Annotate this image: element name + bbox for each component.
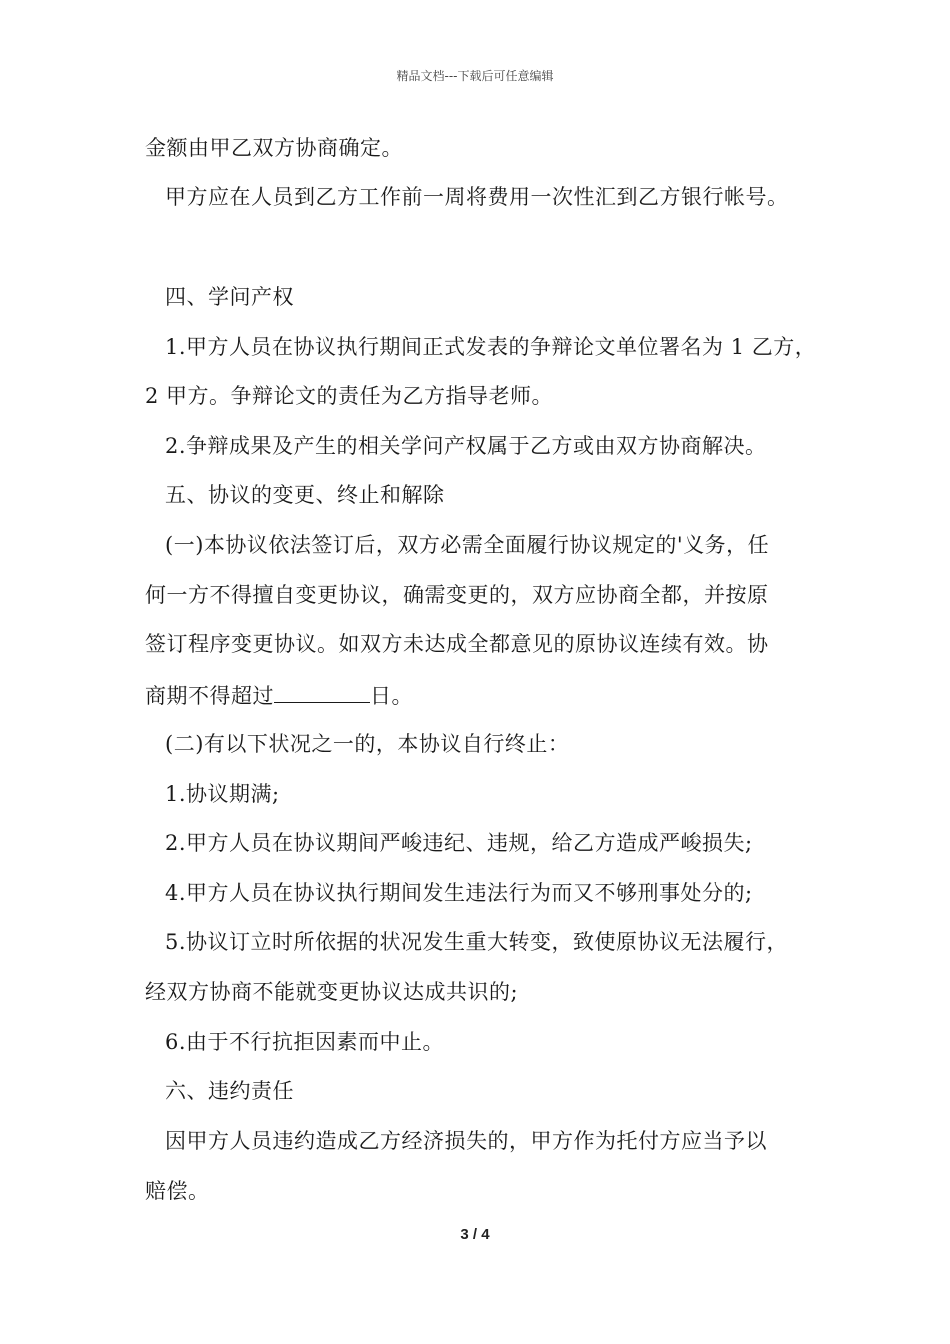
paragraph-line: (一)本协议依法签订后，双方必需全面履行协议规定的'义务，任 — [165, 533, 770, 557]
paragraph-line: 甲方应在人员到乙方工作前一周将费用一次性汇到乙方银行帐号。 — [165, 185, 789, 209]
page-number: 3 / 4 — [460, 1226, 490, 1243]
paragraph-line: 金额由甲乙双方协商确定。 — [145, 136, 403, 160]
list-item: 6.由于不行抗拒因素而中止。 — [165, 1030, 445, 1054]
paragraph-line: 1.甲方人员在协议执行期间正式发表的争辩论文单位署名为 1 乙方， — [165, 335, 817, 359]
list-item-continuation: 经双方协商不能就变更协议达成共识的; — [145, 980, 519, 1004]
paragraph-line: 赔偿。 — [145, 1179, 210, 1203]
paragraph-line: 因甲方人员违约造成乙方经济损失的，甲方作为托付方应当予以 — [165, 1129, 767, 1153]
paragraph-line: 何一方不得擅自变更协议，确需变更的，双方应协商全都，并按原 — [145, 583, 769, 607]
blank-line-prefix: 商期不得超过 — [145, 684, 274, 708]
paragraph-line: 签订程序变更协议。如双方未达成全都意见的原协议连续有效。协 — [145, 632, 769, 656]
section-heading: 五、协议的变更、终止和解除 — [165, 483, 445, 507]
section-heading: 六、违约责任 — [165, 1079, 294, 1103]
list-item: 2.甲方人员在协议期间严峻违纪、违规，给乙方造成严峻损失; — [165, 831, 753, 855]
page-header: 精品文档---下载后可任意编辑 — [396, 69, 554, 83]
blank-line-suffix: 日。 — [370, 684, 413, 708]
fill-in-blank — [274, 680, 370, 703]
list-item: 5.协议订立时所依据的状况发生重大转变，致使原协议无法履行， — [165, 930, 789, 954]
paragraph-line: (二)有以下状况之一的，本协议自行终止： — [165, 732, 570, 756]
paragraph-line: 2 甲方。争辩论文的责任为乙方指导老师。 — [145, 384, 554, 408]
paragraph-line — [145, 680, 413, 710]
list-item: 1.协议期满; — [165, 782, 280, 806]
paragraph-line: 2.争辩成果及产生的相关学问产权属于乙方或由双方协商解决。 — [165, 434, 767, 458]
list-item: 4.甲方人员在协议执行期间发生违法行为而又不够刑事处分的; — [165, 881, 753, 905]
section-heading: 四、学问产权 — [165, 285, 294, 309]
